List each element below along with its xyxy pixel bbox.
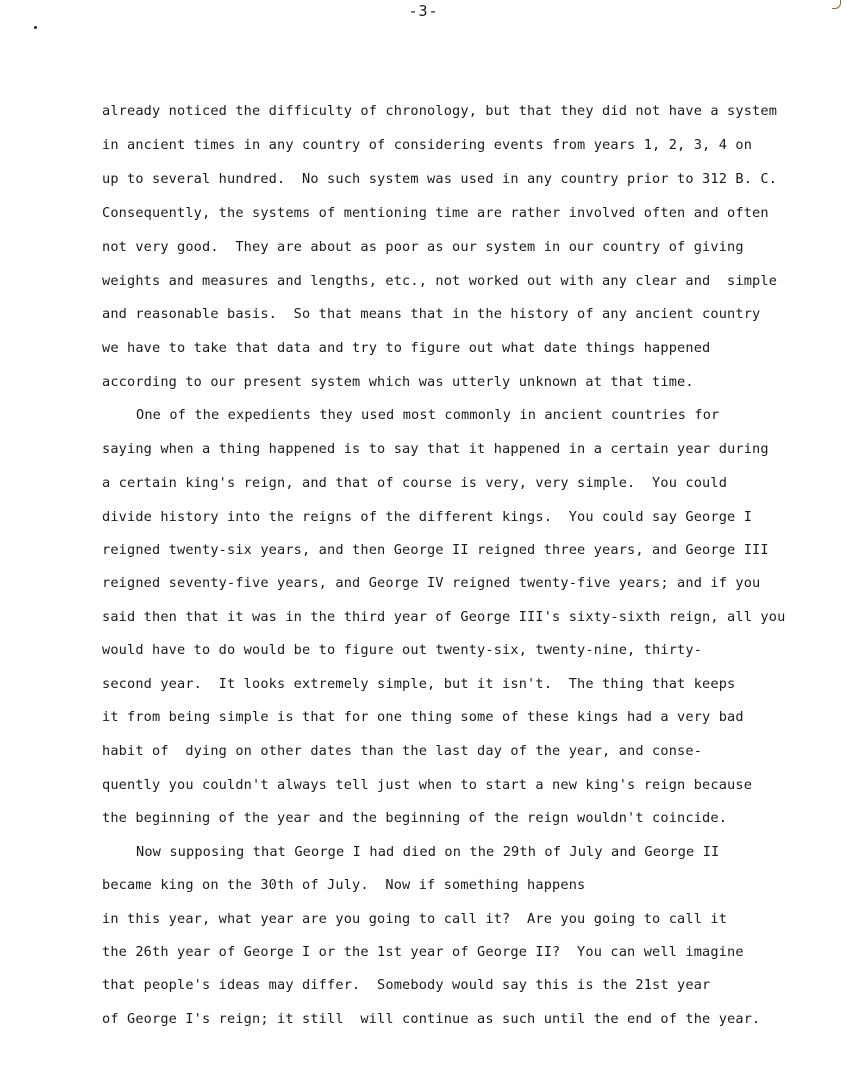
text-line: habit of dying on other dates than the last day of the year, and conse- xyxy=(102,743,703,759)
text-line: and reasonable basis. So that means that in the history of any ancient country xyxy=(102,306,761,322)
text-line: a certain king's reign, and that of course is very, very simple. You could xyxy=(102,475,728,491)
text-line: according to our present system which was utterly unknown at that time. xyxy=(102,374,694,390)
text-line: already noticed the difficulty of chronology, but that they did not have a system xyxy=(102,103,778,119)
text-line: reigned twenty-six years, and then George II reigned three years, and George III xyxy=(102,542,769,558)
text-line: reigned seventy-five years, and George IV reigned twenty-five years; and if you xyxy=(102,575,761,591)
text-line: divide history into the reigns of the different kings. You could say George I xyxy=(102,509,753,525)
text-line: in ancient times in any country of considering events from years 1, 2, 3, 4 on xyxy=(102,137,753,153)
text-line: not very good. They are about as poor as our system in our country of giving xyxy=(102,239,744,255)
ink-speck xyxy=(34,26,37,29)
text-line: of George I's reign; it still will continue as such until the end of the year. xyxy=(102,1011,761,1027)
text-line: Now supposing that George I had died on the 29th of July and George II xyxy=(136,844,720,860)
page-number: -3- xyxy=(408,2,439,20)
text-line: the beginning of the year and the beginning of the reign wouldn't coincide. xyxy=(102,810,728,826)
text-line: the 26th year of George I or the 1st year of George II? You can well imagine xyxy=(102,944,744,960)
text-line: that people's ideas may differ. Somebody would say this is the 21st year xyxy=(102,977,711,993)
text-line: became king on the 30th of July. Now if something happens xyxy=(102,877,586,893)
text-line: it from being simple is that for one thing some of these kings had a very bad xyxy=(102,709,744,725)
text-line: we have to take that data and try to figure out what date things happened xyxy=(102,340,711,356)
text-line: weights and measures and lengths, etc., not worked out with any clear and simple xyxy=(102,273,778,289)
text-line: would have to do would be to figure out twenty-six, twenty-nine, thirty- xyxy=(102,642,703,658)
text-line: Consequently, the systems of mentioning time are rather involved often and often xyxy=(102,205,769,221)
text-line: said then that it was in the third year of George III's sixty-sixth reign, all you xyxy=(102,609,786,625)
text-line: in this year, what year are you going to call it? Are you going to call it xyxy=(102,911,728,927)
text-line: One of the expedients they used most commonly in ancient countries for xyxy=(136,407,720,423)
text-line: up to several hundred. No such system was used in any country prior to 312 B. C. xyxy=(102,171,778,187)
text-line: quently you couldn't always tell just when to start a new king's reign because xyxy=(102,777,753,793)
text-line: saying when a thing happened is to say that it happened in a certain year during xyxy=(102,441,769,457)
text-line: second year. It looks extremely simple, but it isn't. The thing that keeps xyxy=(102,676,736,692)
